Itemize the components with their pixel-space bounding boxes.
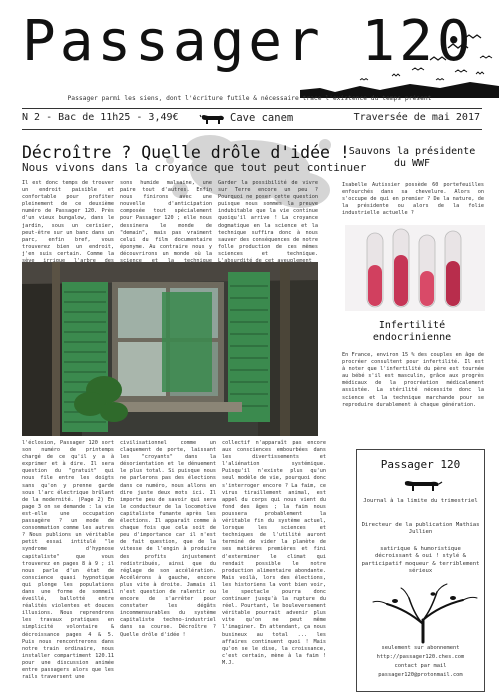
- issue-number-price: N 2 - Bac de 11h25 - 3,49€: [22, 112, 179, 123]
- test-tubes-photo: [345, 225, 485, 311]
- info-director: Directeur de la publication Mathias Jullien: [361, 522, 480, 536]
- tagline: Passager parmi les siens, dont l'écriture futile & nécessaire trace l'existence du temps présent: [67, 95, 432, 102]
- article-column-2: sons humide malsaine, une paire tout d'autres. Enfin nous finirons avec une nouvelle d'anticipation composée tout spécialement pour Passager 120 ; elle nous dessinera le monde de "demain", mais pas vraiment celui du film documentaire éponyme. Au contraire nous y découvrirons un monde où la: [120, 180, 212, 257]
- issue-motto: Cave canem: [230, 112, 294, 124]
- article-column-3: Garder la possibilité de vivre sur Terre encore un peu ? Pourquoi ne poser cette question puisque nous sommes la preuve indubitable que la vie continue quoiqu'il arrive ! La croyance dogmatique en la science et la technique suffira donc à nous sauver des conséquences de notre folle production de ces mêmes sciences et technique.: [218, 180, 318, 257]
- tree-with-birds-illustration: [367, 580, 479, 642]
- dachshund-icon: [402, 476, 442, 494]
- info-style: satirique & humoristique décroissant & oui ! stylé & participatif moqueur & terriblement sérieux: [361, 546, 480, 574]
- sidebar-text-infertility: En France, environ 15 % des couples en âge de procréer consultent pour infertilité. Il est à noter que l'infertilité du père est tournée au bébé s'il est masculin, grâce aux progrès médicaux de la procréation médicalement assistée. La stérilité nécessite donc la science et la technique marchande pour se reproduire durablement à chaque génération.: [342, 352, 484, 408]
- article-column-1: Il est donc temps de trouver un endroit paisible et confortable pour profiter pleinement de ce deuxième numéro de Passager 120. Près d'un vieux bungalow, dans le jardin, sous un cerisier, peut-être sur un banc dans un parc, enfin bref, vous trouverez bien un endroit, j'en suis certain. Comme la: [22, 180, 114, 257]
- article-subheading: Nous vivons dans la croyance que tout peut continuer: [22, 161, 367, 174]
- sidebar-subheadline: Infertilité endocrinienne: [372, 320, 452, 343]
- issue-date: Traversée de mai 2017: [353, 112, 480, 123]
- sidebar-text-wwf: Isabelle Autissier possède 60 portefeuilles enfourchés dans sa chevelure. Alors on s'occupe de qui en premier ? De la nature, de la présidente ou alors de la folie industrielle actuelle ?: [342, 182, 484, 217]
- info-contact-label: contact par mail: [394, 663, 447, 669]
- info-subscription: seulement sur abonnement: [381, 645, 460, 651]
- info-email-link[interactable]: passager120@protonmail.com: [378, 672, 463, 678]
- article-column-2-continued: civilisationnel comme un claquement de porte, laissant les "croyants" dans la désorientation et le dénuement le plus total. Si puisque nous ne parlerons pas des élections dans ce numéro, nous allons en dire juste deux mots ici. Il importe peu de savoir qui sera le conducteur de la locomotive capitaliste fumante après les élections. Il apparaît comme à chaque fois que cela soit de peu d'importance car il n'est de fait question, que de la vitesse de l'engin à produire des profits injustement redistribués, ainsi que du réglage de son accélération. Accélérons à gauche, encore plus vite à droite. Jamais il n'est question de ralentir ou encore de s'arrêter pour constater les dégâts incommensurables du système capitaliste techno-industriel dans sa course. Décroître ? Quelle drôle d'idée !: [120, 440, 216, 638]
- article-column-1-continued: l'éclosion, Passager 120 sort son numéro de printemps chargé de ce qu'il y a à exprimer et à dire. Il sera question du "gratuit" qui nous file entre les doigts sans qu'on y prenne garde sous l'arc électrique brûlant de la modernité. (Page 2) En page 3 on se demande : la vie est-elle une occupation passagère ? un mode de consommation comme les autres ? Nous publions un véritable petit essai intitulé "le syndrome d'hypnose capitaliste" que vous trouverez en pages 8 à 9 ; il nous parle d'un état de conscience quasi hypnotique qui plonge les populations dans une forme de sommeil éveillé, ballotté entre réalités violentes et douces illusions. Nous reprendrons les travaux pratiques en simplicité volontaire & décroissance pages 4 & 5. Puis nous rencontrerons dans notre train ordinaire, nous installer compartiment 120.11 pour une discussion animée entre passagers alors que les rails traversent une: [22, 440, 114, 681]
- flock-of-birds-illustration: [300, 30, 499, 98]
- info-frequency: Journal à la limite du trimestriel: [363, 498, 478, 504]
- info-box-title: Passager 120: [380, 458, 461, 471]
- sidebar-headline: Sauvons la présidente du WWF: [348, 146, 476, 169]
- article-headline: Décroître ? Quelle drôle d'idée !: [22, 143, 350, 162]
- article-column-3-continued: collectif n'apparaît pas encore aux consciences embourbées dans les divertissements et l'aliénation systémique. Puisqu'il n'existe plus qu'un seul modèle de vie, pourquoi donc s'interroger encore ? La faim, ce virus tiraillement animal, est appel du corps qui nous vient du fond des âges ; la faim nous poussera probablement la véritable fin du système actuel, lorsque les sciences et techniques de l'utilité auront terminé de vider la planète de ses matières premières et fini d'exterminer le climat qui rendait possible le notre production alimentaire abondante. Mais voilà, lors des élections, les historiens la vont bien voir, le spectacle pourra donc continuer jusqu'à la rupture du réel. Pourtant, le bouleversement véritable pourrait advenir plus vite qu'on ne peut même l'imaginer. En attendant, ça nous busineux au total ... les affaires continuent quoi ! Mais qu'on se le dise, la croissance, c'est certain, mène à la faim ! M.J.: [222, 440, 326, 666]
- info-website-link[interactable]: http://passager120.ches.com: [376, 654, 465, 660]
- window-shutters-photo: [22, 262, 318, 436]
- newspaper-title: Passager 120: [22, 9, 475, 74]
- masthead: [0, 0, 499, 100]
- publication-info-box: [356, 449, 485, 692]
